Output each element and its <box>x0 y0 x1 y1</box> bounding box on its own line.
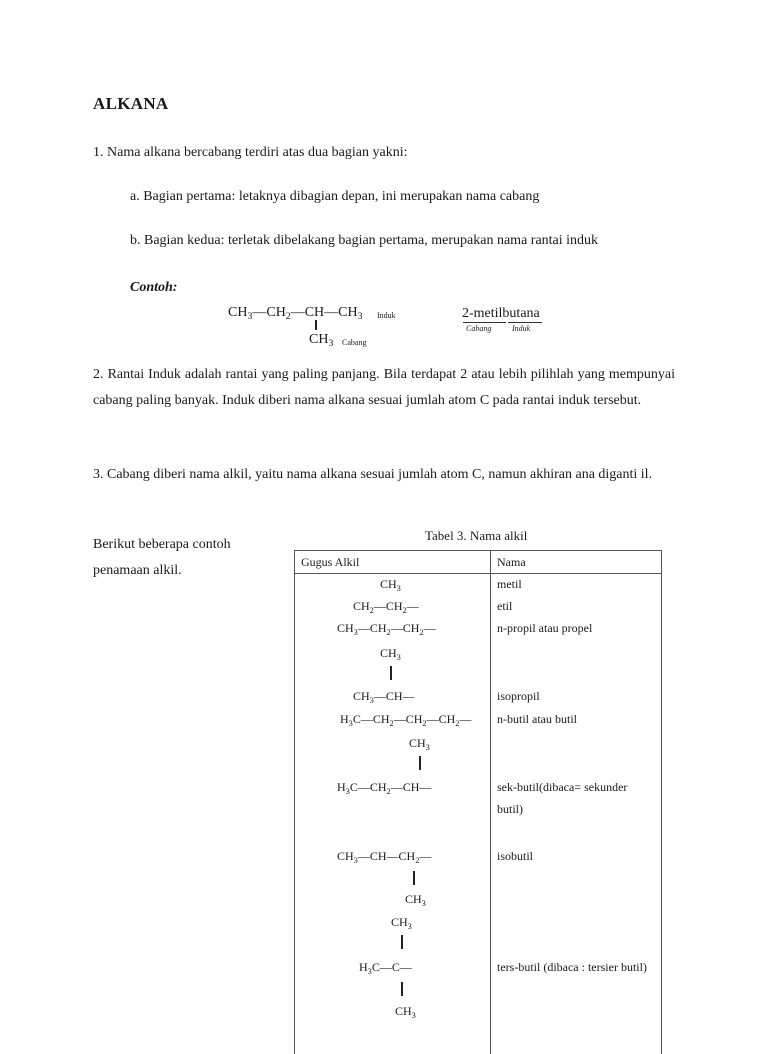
point-1a: a. Bagian pertama: letaknya dibagian depan, ini merupakan nama cabang <box>130 184 539 210</box>
table-body-row <box>295 574 662 1054</box>
structure-isobutil-chain: $CH_3—CH—CH_2—$ <box>337 849 431 864</box>
structure-isopropil-chain: $CH_3—CH—$ <box>353 689 415 704</box>
name-metil: metil <box>497 577 522 592</box>
names-column <box>491 574 662 1054</box>
name-isobutil: isobutil <box>497 849 533 864</box>
col-header-nama: Nama <box>491 551 662 574</box>
example-bond <box>315 320 317 330</box>
page-title: ALKANA <box>93 94 168 114</box>
example-underline-cabang <box>463 322 506 323</box>
structures-column <box>295 574 491 1054</box>
structure-sekbutil-branch: $CH_3$ <box>409 736 430 751</box>
name-isopropil: isopropil <box>497 689 540 704</box>
structure-tersbutil-bond-bottom <box>401 982 403 996</box>
example-name-cabang: Cabang <box>466 324 491 333</box>
table-intro: Berikut beberapa contoh penamaan alkil. <box>93 532 263 584</box>
example-name: 2-metilbutana <box>462 306 540 322</box>
structure-isopropil-branch: $CH_3$ <box>380 646 401 661</box>
structure-isopropil-bond <box>390 666 392 680</box>
structure-tersbutil-bond-top <box>401 935 403 949</box>
point-1b: b. Bagian kedua: terletak dibelakang bagian pertama, merupakan nama rantai induk <box>130 228 598 254</box>
contoh-label: Contoh: <box>130 280 177 296</box>
structure-butil: $H_3C—CH_2—CH_2—CH_2—$ <box>340 712 471 727</box>
example-cabang-label: Cabang <box>342 338 366 347</box>
name-butil: n-butil atau butil <box>497 712 577 727</box>
structure-etil: $CH_2—CH_2—$ <box>353 599 419 614</box>
point-3: 3. Cabang diberi nama alkil, yaitu nama alkana sesuai jumlah atom C, namun akhiran ana diganti il. <box>93 462 675 488</box>
structure-isobutil-branch: $CH_3$ <box>405 892 426 907</box>
example-main-chain: $CH_3—CH_2—CH—CH_3$ <box>228 305 363 321</box>
structure-isobutil-bond <box>413 871 415 885</box>
table-header-row <box>295 551 662 574</box>
name-etil: etil <box>497 599 512 614</box>
point-2: 2. Rantai Induk adalah rantai yang paling panjang. Bila terdapat 2 atau lebih pilihlah yang mempunyai cabang paling banyak. Induk diberi nama alkana sesuai jumlah atom C pada rantai induk tersebut. <box>93 362 675 414</box>
example-underline-induk <box>508 322 542 323</box>
name-sekbutil-line2: butil) <box>497 802 523 817</box>
structure-propil: $CH_3—CH_2—CH_2—$ <box>337 621 436 636</box>
structure-sekbutil-bond <box>419 756 421 770</box>
structure-metil: $CH_3$ <box>380 577 401 592</box>
name-propil: n-propil atau propel <box>497 621 592 636</box>
example-branch: $CH_3$ <box>309 332 333 348</box>
structure-tersbutil-top: $CH_3$ <box>391 915 412 930</box>
col-header-gugus: Gugus Alkil <box>295 551 491 574</box>
table-title: Tabel 3. Nama alkil <box>425 528 527 544</box>
name-tersbutil: ters-butil (dibaca : tersier butil) <box>497 960 647 975</box>
alkyl-table <box>294 550 662 1054</box>
structure-sekbutil-chain: $H_3C—CH_2—CH—$ <box>337 780 431 795</box>
name-sekbutil-line1: sek-butil(dibaca= sekunder <box>497 780 627 795</box>
point-1: 1. Nama alkana bercabang terdiri atas dua bagian yakni: <box>93 140 407 166</box>
example-induk-label: Induk <box>377 311 396 320</box>
example-name-induk: Induk <box>512 324 530 333</box>
structure-tersbutil-chain: $H_3C—C—$ <box>359 960 412 975</box>
structure-tersbutil-bottom: $CH_3$ <box>395 1004 416 1019</box>
